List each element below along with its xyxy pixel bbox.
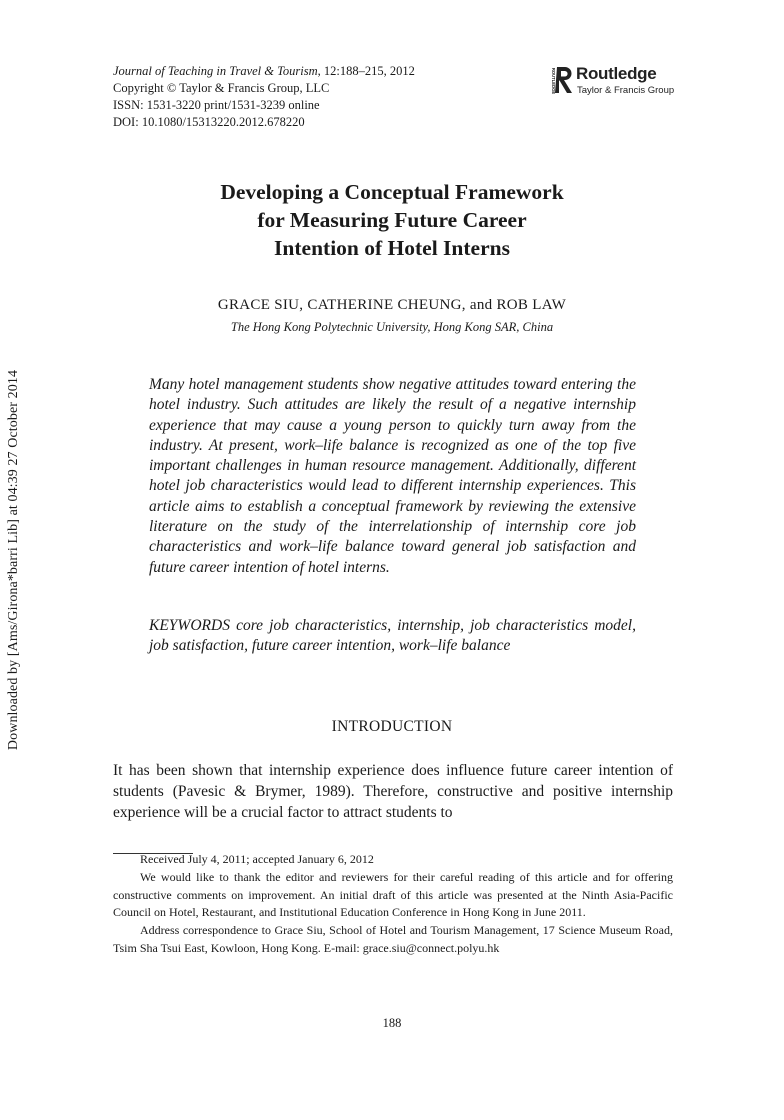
footnotes: [113, 851, 673, 958]
journal-name: Journal of Teaching in Travel & Tourism: [113, 64, 318, 78]
article-title-line: Developing a Conceptual Framework: [220, 180, 564, 204]
journal-doi: DOI: 10.1080/15313220.2012.678220: [113, 115, 305, 129]
publisher-name: Routledge: [576, 64, 657, 83]
article-title-line: for Measuring Future Career: [257, 208, 527, 232]
footnote-received: Received July 4, 2011; accepted January 6, 2012: [140, 852, 374, 866]
author-list: GRACE SIU, CATHERINE CHEUNG, and ROB LAW: [217, 297, 567, 313]
journal-copyright: Copyright © Taylor & Francis Group, LLC: [113, 81, 330, 95]
author-affiliation: The Hong Kong Polytechnic University, Hong Kong SAR, China: [230, 320, 554, 334]
footnote-acknowledgment: We would like to thank the editor and reviewers for their careful reading of this article and for offering constructive comments on improvement. An initial draft of this article was presented at the Ninth Asia-Pacific Council on Hotel, Restaurant, and Institutional Education Conference in Hong Kong in June 2011.: [113, 869, 673, 920]
abstract: Many hotel management students show negative attitudes toward entering the hotel industry. Such attitudes are likely the result of a negative internship experience that may cause a young person to quickly turn away from the industry. At present, work–life balance is recognized as one of the top five important challenges in human resource management. Additionally, different hotel job characteristics would lead to different internship experiences. This article aims to establish a conceptual framework by reviewing the extensive literature on the study of the interrelationship of internship core job characteristics and work–life balance toward general job satisfaction and future career intention of hotel interns.: [149, 376, 636, 576]
keywords: KEYWORDS core job characteristics, internship, job characteristics model, job satisfaction, future career intention, work–life balance: [149, 617, 636, 655]
footnote-correspondence: Address correspondence to Grace Siu, School of Hotel and Tourism Management, 17 Science Museum Road, Tsim Sha Tsui East, Kowloon, Hong Kong. E-mail: grace.siu@connect.polyu.hk: [113, 923, 673, 955]
journal-issn: ISSN: 1531-3220 print/1531-3239 online: [113, 98, 320, 112]
body-paragraph: It has been shown that internship experience does influence future career intention of students (Pavesic & Brymer, 1989). Therefore, constructive and positive internship experience will be a crucial factor to attract students to: [113, 762, 673, 821]
publisher-subtitle: Taylor & Francis Group: [577, 85, 675, 96]
article-title: [100, 178, 684, 262]
page-number: 188: [382, 1016, 402, 1030]
logo-mark-text: ROUTLEDGE: [551, 67, 556, 95]
journal-volume-pages: , 12:188–215, 2012: [317, 64, 415, 78]
download-stamp: [4, 355, 24, 765]
download-stamp-text: Downloaded by [Ams/Girona*barri Lib] at 04:39 27 October 2014: [6, 369, 21, 751]
journal-metadata: [113, 63, 415, 131]
section-heading: INTRODUCTION: [331, 718, 453, 735]
article-title-line: Intention of Hotel Interns: [274, 236, 510, 260]
publisher-logo: [546, 64, 686, 100]
routledge-logo-icon: [546, 64, 574, 98]
journal-citation: [113, 63, 415, 80]
